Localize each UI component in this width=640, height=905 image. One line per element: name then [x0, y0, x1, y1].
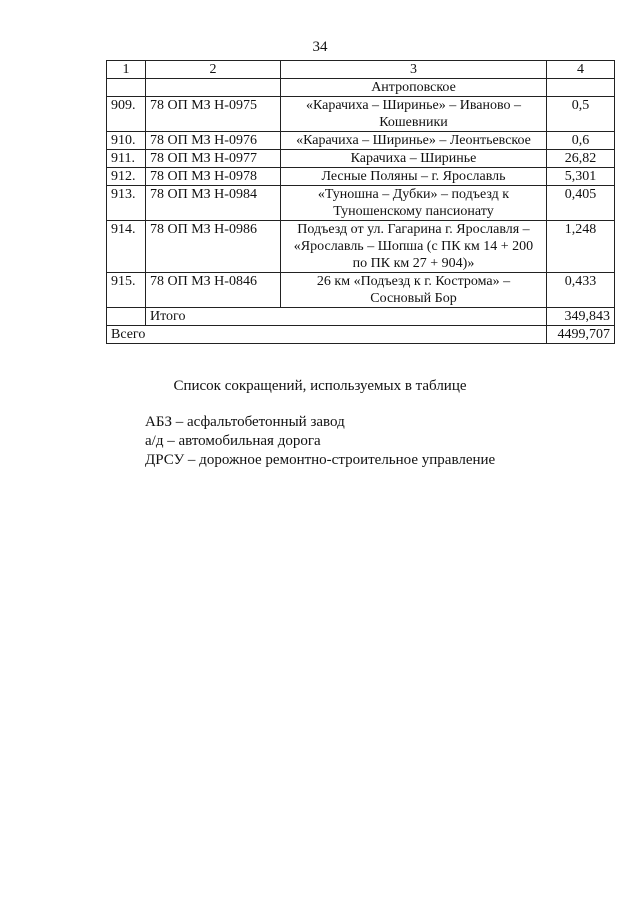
- subtotal-row: [107, 308, 615, 326]
- road-name: «Туношна – Дубки» – подъезд к Туношенскому пансионату: [281, 186, 547, 221]
- district-label: Антроповское: [281, 79, 547, 97]
- row-number: 910.: [107, 132, 146, 150]
- road-code: 78 ОП МЗ Н-0977: [146, 150, 281, 168]
- header-cell-3: 3: [281, 61, 547, 79]
- road-length: 0,405: [547, 186, 615, 221]
- table-row: [107, 97, 615, 132]
- row-number: 915.: [107, 273, 146, 308]
- total-value: 4499,707: [547, 326, 615, 344]
- road-name: Карачиха – Ширинье: [281, 150, 547, 168]
- header-cell-1: 1: [107, 61, 146, 79]
- road-name: 26 км «Подъезд к г. Кострома» – Сосновый Бор: [281, 273, 547, 308]
- road-code: 78 ОП МЗ Н-0975: [146, 97, 281, 132]
- abbreviation-item: ДРСУ – дорожное ремонтно-строительное управление: [145, 452, 496, 468]
- district-empty-cell: [547, 79, 615, 97]
- header-cell-4: 4: [547, 61, 615, 79]
- table-row: [107, 221, 615, 273]
- road-length: 5,301: [547, 168, 615, 186]
- road-name: «Карачиха – Ширинье» – Иваново – Кошевники: [281, 97, 547, 132]
- district-empty-cell: [146, 79, 281, 97]
- road-name: Подъезд от ул. Гагарина г. Ярославля – «Ярославль – Шопша (с ПК км 14 + 200 по ПК км 27 + 904)»: [281, 221, 547, 273]
- row-number: 914.: [107, 221, 146, 273]
- district-empty-cell: [107, 79, 146, 97]
- road-length: 1,248: [547, 221, 615, 273]
- roads-table: [106, 60, 615, 344]
- row-number: 913.: [107, 186, 146, 221]
- road-code: 78 ОП МЗ Н-0984: [146, 186, 281, 221]
- page-number: 34: [312, 39, 328, 55]
- district-row: [107, 79, 615, 97]
- abbreviations-caption: Список сокращений, используемых в таблице: [173, 378, 467, 394]
- row-number: 911.: [107, 150, 146, 168]
- road-code: 78 ОП МЗ Н-0846: [146, 273, 281, 308]
- total-label: Всего: [107, 326, 547, 344]
- road-length: 0,433: [547, 273, 615, 308]
- abbreviation-item: а/д – автомобильная дорога: [145, 433, 321, 449]
- table-row: [107, 150, 615, 168]
- subtotal-value: 349,843: [547, 308, 615, 326]
- road-code: 78 ОП МЗ Н-0978: [146, 168, 281, 186]
- table-header-row: [107, 61, 615, 79]
- road-length: 0,6: [547, 132, 615, 150]
- total-row: [107, 326, 615, 344]
- abbreviation-item: АБЗ – асфальтобетонный завод: [145, 414, 345, 430]
- subtotal-empty-cell: [107, 308, 146, 326]
- road-name: Лесные Поляны – г. Ярославль: [281, 168, 547, 186]
- row-number: 909.: [107, 97, 146, 132]
- header-cell-2: 2: [146, 61, 281, 79]
- road-name: «Карачиха – Ширинье» – Леонтьевское: [281, 132, 547, 150]
- table-row: [107, 273, 615, 308]
- table-row: [107, 186, 615, 221]
- road-length: 26,82: [547, 150, 615, 168]
- road-code: 78 ОП МЗ Н-0986: [146, 221, 281, 273]
- row-number: 912.: [107, 168, 146, 186]
- subtotal-label: Итого: [146, 308, 547, 326]
- table-row: [107, 132, 615, 150]
- road-code: 78 ОП МЗ Н-0976: [146, 132, 281, 150]
- abbreviations-list: [145, 413, 495, 470]
- road-length: 0,5: [547, 97, 615, 132]
- table-row: [107, 168, 615, 186]
